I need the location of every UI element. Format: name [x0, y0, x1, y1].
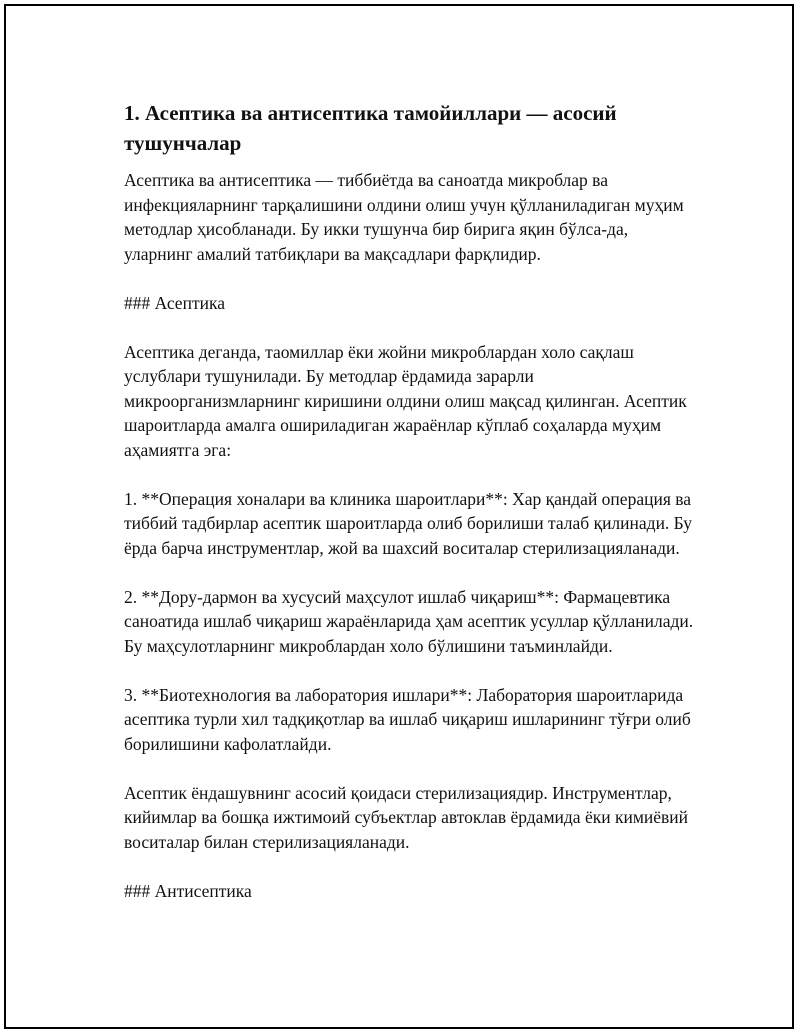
asepsis-paragraph: Асептика деганда, таомиллар ёки жойни микроблардан холо сақлаш услублари тушунилади. Бу методлар ёрдамида зарарли микроорганизмларнинг киришини олдини олиш мақсад қилинган. Асептик шароитларда амалга ошириладиган жараёнлар кўплаб соҳаларда муҳим аҳамиятга эга:: [124, 341, 687, 460]
page-frame: [4, 4, 794, 1029]
list-item-biotechnology: 3. **Биотехнология ва лаборатория ишлари**: Лаборатория шароитларида асептика турли хил тадқиқотлар ва ишлаб чиқариш ишларининг тўғри олиб борилишини кафолатлайди.: [124, 684, 691, 754]
list-item-pharmaceutics: 2. **Дору-дармон ва хусусий маҳсулот ишлаб чиқариш**: Фармацевтика саноатида ишлаб чиқариш жараёнларида ҳам асептик усуллар қўлланилади. Бу маҳсулотларнинг микроблардан холо бўлишини таъминлайди.: [124, 586, 694, 656]
document-body: [124, 98, 699, 928]
sterilization-paragraph: Асептик ёндашувнинг асосий қоидаси стерилизациядир. Инструментлар, кийимлар ва бошқа ижтимоий субъектлар автоклав ёрдамида ёки кимиёвий воситалар билан стерилизацияланади.: [124, 782, 689, 852]
section-heading-antisepsis: ### Антисептика: [124, 880, 252, 901]
intro-paragraph: Асептика ва антисептика — тиббиётда ва саноатда микроблар ва инфекцияларнинг тарқалишини олдини олиш учун қўлланиладиган муҳим методлар ҳисобланади. Бу икки тушунча бир бирига яқин бўлса-да, уларнинг амалий татбиқлари ва мақсадлари фарқлидир.: [124, 170, 684, 264]
document-title: 1. Асептика ва антисептика тамойиллари — асосий тушунчалар: [124, 101, 617, 155]
section-heading-asepsis: ### Асептика: [124, 292, 225, 313]
list-item-operating-rooms: 1. **Операция хоналари ва клиника шароитлари**: Хар қандай операция ва тиббий тадбирлар асептик шароитларда олиб борилиши талаб қилинади. Бу ёрда барча инструментлар, жой ва шахсий воситалар стерилизацияланади.: [124, 488, 693, 558]
